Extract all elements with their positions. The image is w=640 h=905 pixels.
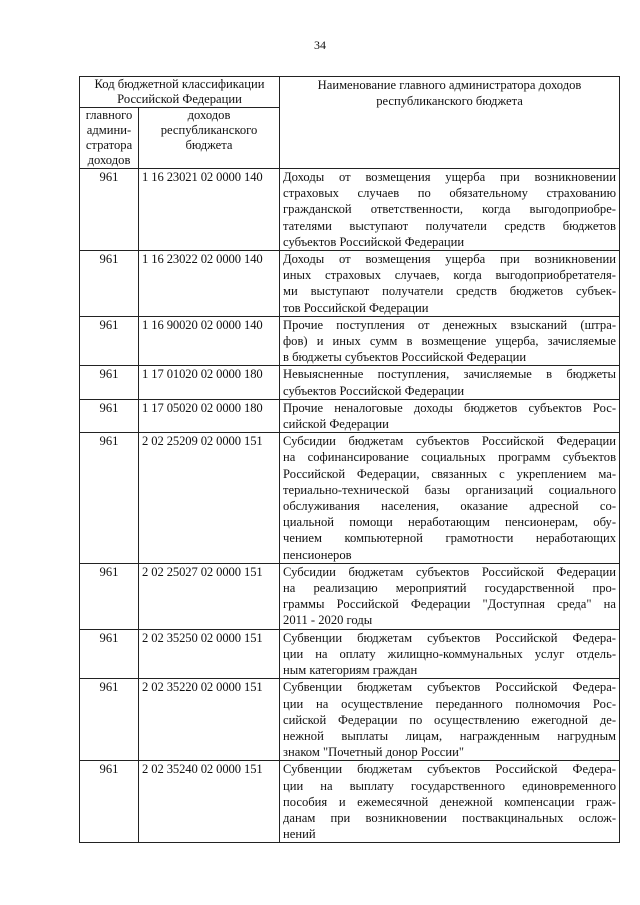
page-number: 34 [314, 38, 326, 52]
description-line: 2011 - 2020 годы [283, 613, 373, 628]
description-line: ции на осуществление переданного полномочия Рос- [283, 696, 617, 711]
administrator-code-cell: 961 [80, 761, 139, 843]
header-code-group [80, 77, 280, 108]
description-line: данам при возникновении поствакцинальных ослож- [283, 810, 617, 825]
table-row [80, 399, 620, 432]
description-line: Субвенции бюджетам субъектов Российской Федера- [283, 680, 617, 695]
description-line: ции на оплату жилищно-коммунальных услуг отдель- [283, 646, 617, 661]
header-republican-budget-revenue [139, 108, 280, 169]
description-line: Прочие поступления от денежных взысканий (штра- [283, 317, 617, 332]
description-line: Субвенции бюджетам субъектов Российской Федера- [283, 630, 617, 645]
revenue-description-cell [280, 761, 620, 843]
revenue-description-cell [280, 433, 620, 564]
header-col1-line: стратора [85, 138, 133, 152]
revenue-code-cell: 1 16 90020 02 0000 140 [139, 316, 280, 366]
revenue-description-cell [280, 251, 620, 317]
description-line: гражданской ответственности, когда выгодоприобре- [283, 202, 617, 217]
administrator-code-cell: 961 [80, 366, 139, 399]
header-col2-line: республиканского [160, 123, 258, 137]
administrator-code-cell: 961 [80, 399, 139, 432]
description-line: териально-технической базы организаций социального [283, 482, 617, 497]
description-line: Субсидии бюджетам субъектов Российской Федерации [283, 434, 617, 449]
revenue-code-cell: 1 16 23022 02 0000 140 [139, 251, 280, 317]
description-line: ми выступают получатели средств бюджетов субъек- [283, 284, 617, 299]
description-line: субъектов Российской Федерации [283, 383, 465, 398]
description-line: субъектов Российской Федерации [283, 234, 465, 249]
revenue-description-cell [280, 399, 620, 432]
header-group-line: Код бюджетной классификации [94, 77, 265, 91]
header-group-line: Российской Федерации [117, 92, 242, 106]
description-line: сийской Федерации по осуществлению ежегодной де- [283, 712, 617, 727]
description-line: Невыясненные поступления, зачисляемые в бюджеты [283, 367, 617, 382]
administrator-code-cell: 961 [80, 679, 139, 761]
description-line: на софинансирование социальных программ субъектов [283, 450, 617, 465]
administrator-code-cell: 961 [80, 629, 139, 679]
header-name-line: республиканского бюджета [376, 94, 523, 109]
description-line: нежной выплаты лицам, награжденным нагрудным [283, 728, 617, 743]
description-line: сийской Федерации [283, 417, 389, 432]
table-row [80, 316, 620, 366]
description-line: на реализацию мероприятий государственной про- [283, 581, 617, 596]
revenue-description-cell [280, 629, 620, 679]
header-col2-line: доходов [187, 108, 231, 122]
header-main-administrator [80, 108, 139, 169]
description-line: обслуживания населения, оказание адресной со- [283, 499, 617, 514]
revenue-code-cell: 2 02 35240 02 0000 151 [139, 761, 280, 843]
table-row [80, 761, 620, 843]
header-col1-line: доходов [87, 153, 131, 167]
description-line: чением компьютерной грамотности неработающих [283, 531, 617, 546]
description-line: ции на выплату государственного единовременного [283, 778, 617, 793]
header-name-line: Наименование главного администратора доходов [317, 78, 582, 92]
description-line: пенсионеров [283, 547, 352, 562]
description-line: Доходы от возмещения ущерба при возникновении [283, 252, 617, 267]
administrator-code-cell: 961 [80, 563, 139, 629]
revenue-description-cell [280, 679, 620, 761]
budget-classification-table [79, 76, 620, 843]
revenue-description-cell [280, 563, 620, 629]
revenue-code-cell: 1 17 05020 02 0000 180 [139, 399, 280, 432]
description-line: в бюджеты субъектов Российской Федерации [283, 350, 527, 365]
revenue-description-cell [280, 366, 620, 399]
description-line: Прочие неналоговые доходы бюджетов субъектов Рос- [283, 400, 617, 415]
revenue-description-cell [280, 316, 620, 366]
revenue-description-cell [280, 169, 620, 251]
administrator-code-cell: 961 [80, 251, 139, 317]
description-line: страховых случаев по обязательному страхованию [283, 186, 617, 201]
description-line: Субвенции бюджетам субъектов Российской Федера- [283, 762, 617, 777]
description-line: знаком "Почетный донор России" [283, 745, 464, 760]
administrator-code-cell: 961 [80, 169, 139, 251]
revenue-code-cell: 2 02 35250 02 0000 151 [139, 629, 280, 679]
revenue-code-cell: 1 17 01020 02 0000 180 [139, 366, 280, 399]
table-row [80, 251, 620, 317]
description-line: нений [283, 827, 316, 842]
revenue-code-cell: 1 16 23021 02 0000 140 [139, 169, 280, 251]
administrator-code-cell: 961 [80, 316, 139, 366]
description-line: циальной помощи неработающим пенсионерам, обу- [283, 515, 617, 530]
revenue-code-cell: 2 02 25027 02 0000 151 [139, 563, 280, 629]
description-line: граммы Российской Федерации "Доступная среда" на [283, 597, 617, 612]
table-row [80, 169, 620, 251]
description-line: иных страховых случаев, когда выгодоприобретателя- [283, 268, 617, 283]
description-line: тателями выступают получатели средств бюджетов [283, 218, 617, 233]
header-name-column [280, 77, 620, 169]
description-line: фов) и иных сумм в возмещение ущерба, зачисляемые [283, 334, 617, 349]
description-line: Субсидии бюджетам субъектов Российской Федерации [283, 564, 617, 579]
table-row [80, 366, 620, 399]
table-row [80, 629, 620, 679]
description-line: пособия и ежемесячной денежной компенсации граж- [283, 794, 617, 809]
revenue-code-cell: 2 02 25209 02 0000 151 [139, 433, 280, 564]
table-row [80, 563, 620, 629]
description-line: ным категориям граждан [283, 663, 418, 678]
header-col1-line: админи- [86, 123, 132, 137]
header-col1-line: главного [85, 108, 133, 122]
description-line: Российской Федерации, связанных с укреплением ма- [283, 466, 617, 481]
description-line: тов Российской Федерации [283, 300, 429, 315]
table-row [80, 433, 620, 564]
table-body [80, 169, 620, 843]
table-row [80, 679, 620, 761]
revenue-code-cell: 2 02 35220 02 0000 151 [139, 679, 280, 761]
header-col2-line: бюджета [185, 138, 233, 152]
header-row-1 [80, 77, 620, 108]
description-line: Доходы от возмещения ущерба при возникновении [283, 170, 617, 184]
administrator-code-cell: 961 [80, 433, 139, 564]
